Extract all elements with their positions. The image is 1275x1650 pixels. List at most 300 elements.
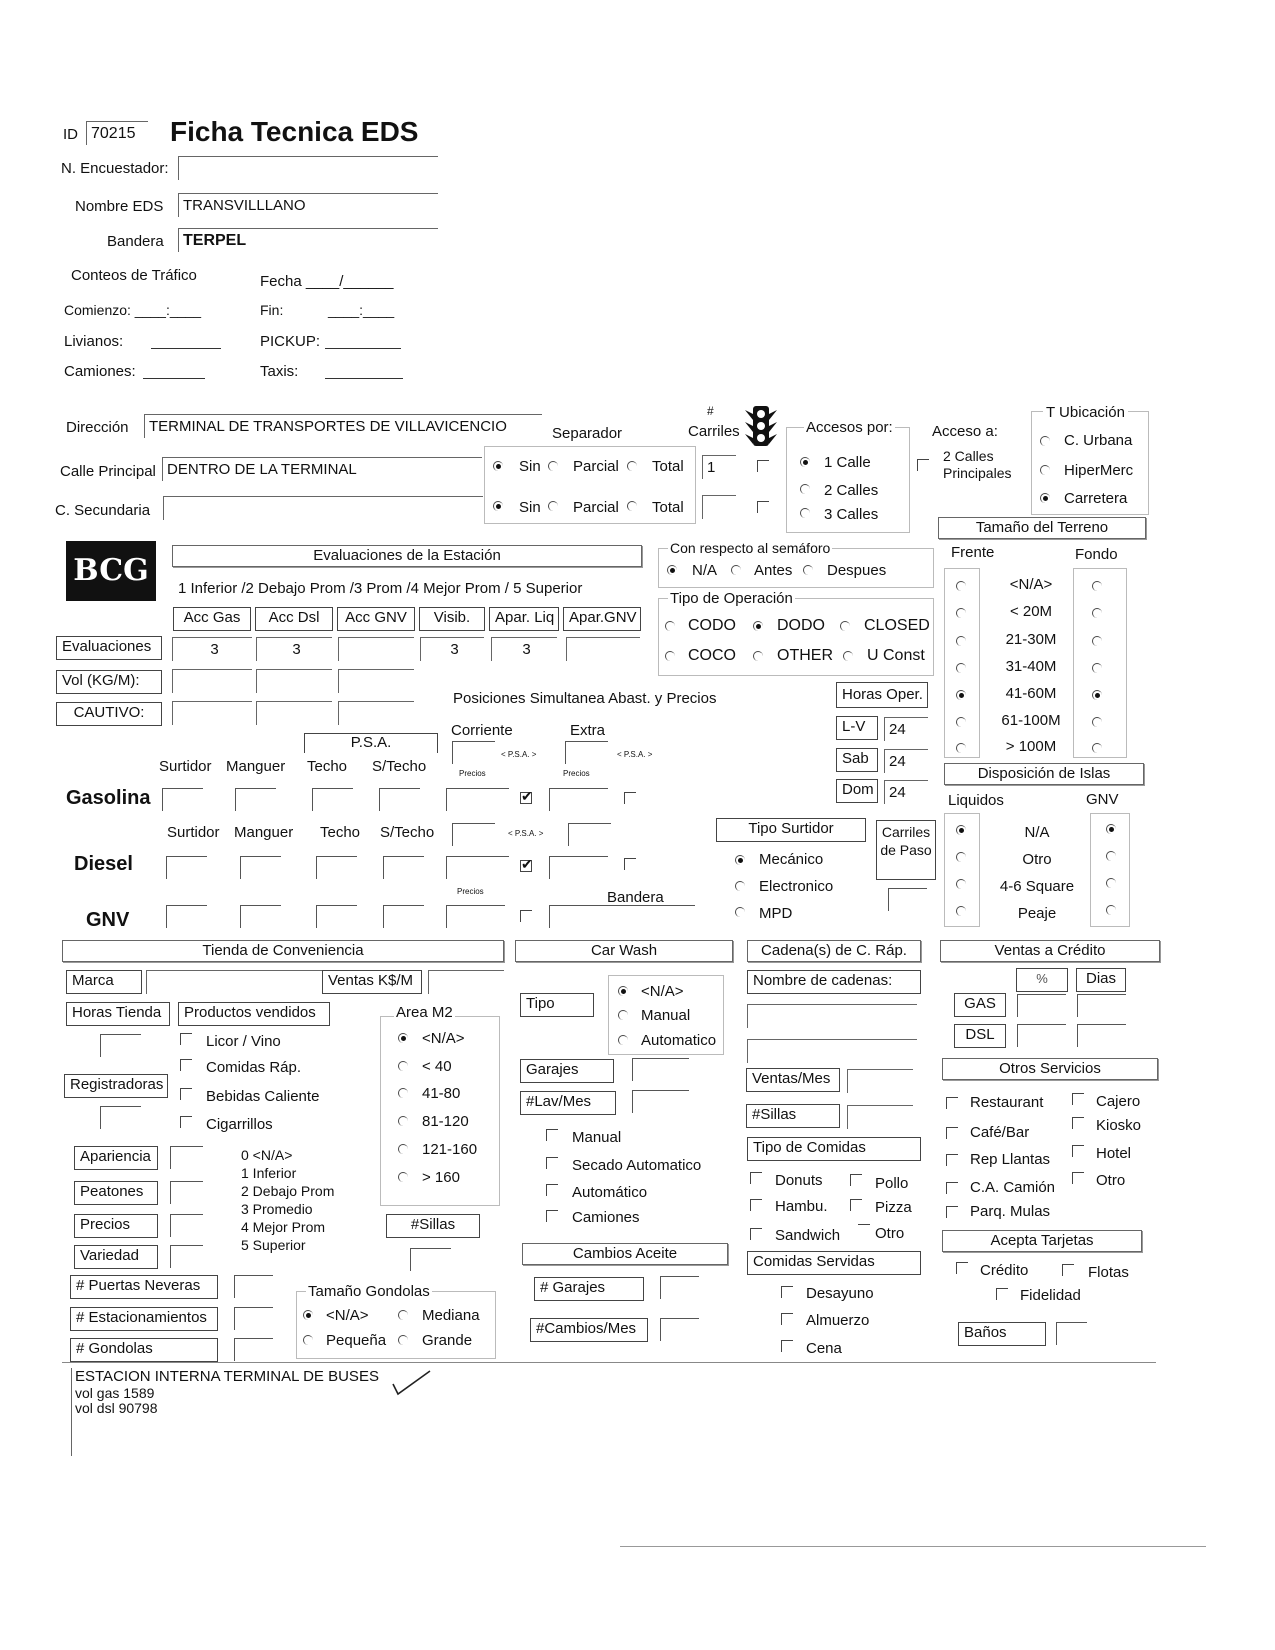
rating-field-1[interactable] (170, 1181, 203, 1204)
credito-gas-dias-field[interactable] (1077, 994, 1126, 1017)
producto-label-1: Comidas Ráp. (206, 1059, 302, 1076)
sep2-sin-radio[interactable] (493, 501, 503, 511)
area-label-3: 81-120 (422, 1113, 469, 1130)
carwash-garajes-field[interactable] (632, 1058, 689, 1081)
eval-row-cautivo: CAUTIVO: (56, 702, 162, 726)
area-radio-4[interactable] (398, 1144, 408, 1154)
credito-dsl-pct-field[interactable] (1017, 1024, 1066, 1047)
carriles-principal-field[interactable]: 1 (702, 455, 736, 479)
sep1-parcial-radio[interactable] (548, 461, 558, 471)
comida-hambu-check[interactable] (750, 1199, 762, 1211)
rating-field-0[interactable] (170, 1146, 203, 1169)
dsl-techo-field[interactable] (316, 856, 357, 879)
sep2-parcial-radio[interactable] (548, 501, 558, 511)
horas-tienda-label: Horas Tienda (66, 1002, 170, 1026)
op-other-radio[interactable] (753, 651, 763, 661)
gnv-surtidor-field[interactable] (166, 905, 207, 928)
aceite-garajes-label: # Garajes (534, 1277, 644, 1301)
islas-gnv-radio-1[interactable] (1106, 851, 1116, 861)
otro-left-check-2[interactable] (946, 1154, 958, 1166)
gas-extra-field[interactable] (549, 788, 608, 811)
carriles-paso-label: Carriles de Paso (876, 820, 936, 880)
area-radio-3[interactable] (398, 1116, 408, 1126)
cautivo-dsl-field[interactable] (256, 701, 332, 725)
terreno-frente-label: Frente (951, 544, 995, 561)
scale-label-4: 4 Mejor Prom (241, 1219, 326, 1235)
tarjeta-fidelidad-check[interactable] (996, 1288, 1008, 1300)
tienda-title: Tienda de Conveniencia (62, 940, 504, 962)
islas-gnv-label: GNV (1086, 791, 1119, 808)
direccion-field[interactable]: TERMINAL DE TRANSPORTES DE VILLAVICENCIO (144, 414, 542, 438)
dsl-surtidor-field[interactable] (166, 856, 207, 879)
pickup-label: PICKUP: (260, 333, 321, 350)
credito-dsl-label: DSL (954, 1024, 1006, 1048)
ubicacion-urbana-label: C. Urbana (1064, 432, 1133, 449)
gnv-techo-field[interactable] (316, 905, 357, 928)
gondolas-grande-radio[interactable] (398, 1335, 408, 1345)
gas-techo-field[interactable] (312, 788, 353, 811)
semaforo-na-radio[interactable] (667, 565, 677, 575)
notes-area[interactable] (71, 1368, 379, 1456)
horas-sab-label: Sab (836, 748, 878, 772)
tienda-sillas-field[interactable] (410, 1248, 451, 1271)
eval-col-acc-dsl: Acc Dsl (255, 607, 333, 631)
islas-gnv-radio-3[interactable] (1106, 905, 1116, 915)
cadenas-sillas-label: #Sillas (746, 1104, 840, 1128)
carwash-manual-label: Manual (641, 1007, 691, 1024)
dsl-corriente-field[interactable] (446, 856, 509, 879)
tienda-marca-field[interactable] (146, 970, 322, 994)
area-radio-5[interactable] (398, 1172, 408, 1182)
scale-label-1: 1 Inferior (241, 1165, 297, 1181)
area-radio-1[interactable] (398, 1061, 408, 1071)
carwash-auto-check[interactable] (546, 1184, 558, 1196)
scale-label-5: 5 Superior (241, 1237, 306, 1253)
fondo-radio-2[interactable] (1092, 636, 1102, 646)
eval-row-evaluaciones: Evaluaciones (56, 636, 162, 660)
livianos-line[interactable] (151, 348, 221, 349)
dsl-price-field[interactable] (452, 823, 495, 846)
tarjeta-flotas-label: Flotas (1088, 1264, 1129, 1281)
comida-otro-label: Otro (875, 1225, 905, 1242)
dsl-col-manguer: Manguer (234, 824, 294, 841)
eval-col-apar-liq: Apar. Liq (489, 607, 559, 631)
ubicacion-title: T Ubicación (1043, 404, 1128, 421)
producto-check-3[interactable] (180, 1116, 192, 1128)
otro-left-check-3[interactable] (946, 1182, 958, 1194)
comida-pollo-label: Pollo (875, 1175, 909, 1192)
fondo-radio-0[interactable] (1092, 581, 1102, 591)
aceite-cambios-field[interactable] (660, 1318, 699, 1341)
islas-liq-radio-0[interactable] (956, 825, 966, 835)
gnv-manguer-field[interactable] (240, 905, 281, 928)
producto-check-2[interactable] (180, 1088, 192, 1100)
rating-label-1: Peatones (74, 1181, 158, 1205)
gnv-psa-check[interactable] (520, 910, 532, 922)
dsl-corriente-psa-check[interactable] (520, 860, 532, 872)
accesos-3-label: 3 Calles (824, 506, 879, 523)
op-codo-radio[interactable] (665, 621, 675, 631)
sep1-sin-radio[interactable] (493, 461, 503, 471)
gondolas-pequena-radio[interactable] (303, 1335, 313, 1345)
dos-calles-check[interactable] (917, 459, 929, 471)
carwash-secado-check-label: Secado Automatico (572, 1157, 702, 1174)
gnv-stecho-field[interactable] (383, 905, 424, 928)
frente-radio-4[interactable] (956, 690, 966, 700)
encuestador-field[interactable] (178, 156, 438, 180)
gnv-price-field[interactable] (446, 905, 505, 928)
sep2-total-radio[interactable] (627, 501, 637, 511)
notes-line-2: vol gas 1589 (75, 1385, 155, 1401)
accesos-3-radio[interactable] (800, 508, 810, 518)
otro-right-check-3[interactable] (1072, 1172, 1084, 1184)
carwash-manual-check[interactable] (546, 1129, 558, 1141)
islas-liq-radio-1[interactable] (956, 852, 966, 862)
terreno-opt-label-5: 61-100M (1001, 712, 1061, 729)
evaluaciones-scale: 1 Inferior /2 Debajo Prom /3 Prom /4 Mejor Prom / 5 Superior (178, 580, 583, 597)
comida-donuts-check[interactable] (750, 1172, 762, 1184)
sep1-total-label: Total (652, 458, 684, 475)
surtidor-electronico-radio[interactable] (735, 881, 745, 891)
gas-col-stecho: S/Techo (372, 758, 427, 775)
extra-price-field[interactable] (565, 741, 608, 764)
eval-row-vol: Vol (KG/M): (56, 670, 162, 694)
islas-gnv-radio-0[interactable] (1106, 824, 1116, 834)
dos-calles-label: 2 Calles Principales (943, 448, 1012, 481)
carriles-paso-field[interactable] (888, 888, 927, 911)
cadenas-nombre-label: Nombre de cadenas: (747, 970, 921, 994)
registradoras-field[interactable] (100, 1106, 141, 1129)
rating-label-2: Precios (74, 1214, 158, 1238)
diesel-label: Diesel (74, 853, 133, 875)
dsl-extra-price-field[interactable] (568, 823, 611, 846)
cadenas-ventas-label: Ventas/Mes (746, 1068, 840, 1092)
gas-extra-psa-check[interactable] (624, 792, 636, 804)
producto-label-0: Licor / Vino (206, 1033, 281, 1050)
terreno-title: Tamaño del Terreno (938, 517, 1146, 539)
islas-gnv-radio-2[interactable] (1106, 878, 1116, 888)
carwash-tipo-label: Tipo (520, 993, 594, 1017)
carriles-secundaria-field[interactable] (702, 495, 736, 519)
op-coco-radio[interactable] (665, 651, 675, 661)
producto-check-0[interactable] (180, 1033, 192, 1045)
frente-radio-6[interactable] (956, 743, 966, 753)
bandera-field[interactable]: TERPEL (178, 228, 438, 252)
fondo-radio-6[interactable] (1092, 743, 1102, 753)
carriles-secundaria-check[interactable] (757, 501, 769, 513)
tarjeta-flotas-check[interactable] (1062, 1264, 1074, 1276)
comida-pizza-check[interactable] (850, 1199, 862, 1211)
carriles-principal-check[interactable] (757, 460, 769, 472)
rating-label-3: Variedad (74, 1245, 158, 1269)
camiones-line[interactable] (143, 378, 205, 379)
op-codo-label: CODO (688, 617, 736, 634)
producto-label-2: Bebidas Caliente (206, 1088, 320, 1105)
tarjeta-credito-label: Crédito (980, 1262, 1029, 1279)
aceite-garajes-field[interactable] (660, 1276, 699, 1299)
dsl-manguer-field[interactable] (240, 856, 281, 879)
traffic-light-icon (745, 406, 777, 446)
producto-label-3: Cigarrillos (206, 1116, 273, 1133)
gas-manguer-field[interactable] (235, 788, 276, 811)
count-field-2[interactable] (234, 1338, 273, 1361)
carwash-garajes-label: Garajes (520, 1059, 614, 1083)
frente-radio-3[interactable] (956, 663, 966, 673)
area-radio-2[interactable] (398, 1088, 408, 1098)
rating-field-3[interactable] (170, 1245, 203, 1268)
producto-check-1[interactable] (180, 1059, 192, 1071)
fondo-radio-4[interactable] (1092, 690, 1102, 700)
credito-pct-label: % (1016, 968, 1068, 992)
nombre-eds-field[interactable]: TRANSVILLLANO (178, 193, 438, 217)
sep1-parcial-label: Parcial (573, 458, 619, 475)
count-label-1: # Estacionamientos (70, 1307, 218, 1331)
gas-col-surtidor: Surtidor (159, 758, 212, 775)
count-field-1[interactable] (234, 1307, 273, 1330)
rating-field-2[interactable] (170, 1214, 203, 1237)
surtidor-mecanico-radio[interactable] (735, 855, 745, 865)
aceite-title: Cambios Aceite (522, 1243, 728, 1265)
carwash-automatico-radio[interactable] (618, 1035, 628, 1045)
semaforo-na-label: N/A (692, 562, 718, 579)
cadenas-nombre-field-1[interactable] (747, 1004, 917, 1028)
count-label-2: # Gondolas (70, 1338, 218, 1362)
islas-title: Disposición de Islas (944, 763, 1144, 785)
footer-line (620, 1546, 1206, 1547)
registradoras-label: Registradoras (64, 1074, 168, 1098)
semaforo-antes-radio[interactable] (731, 565, 741, 575)
frente-radio-0[interactable] (956, 581, 966, 591)
comida-donuts-label: Donuts (775, 1172, 823, 1189)
cadenas-nombre-field-2[interactable] (747, 1039, 917, 1063)
horas-dom-field[interactable]: 24 (884, 780, 928, 804)
banos-field[interactable] (1056, 1322, 1087, 1345)
tienda-sillas-label: #Sillas (386, 1214, 480, 1238)
tarjeta-credito-check[interactable] (956, 1262, 968, 1274)
otro-left-check-4[interactable] (946, 1206, 958, 1218)
gondolas-na-radio[interactable] (303, 1310, 313, 1320)
bcg-logo: BCG (66, 541, 156, 601)
carwash-na-label: <N/A> (641, 983, 684, 1000)
dsl-stecho-field[interactable] (383, 856, 424, 879)
op-uconst-radio[interactable] (843, 651, 853, 661)
otro-right-check-1[interactable] (1072, 1117, 1084, 1129)
eval-col-acc-gnv: Acc GNV (337, 607, 415, 631)
semaforo-antes-label: Antes (754, 562, 793, 579)
id-field[interactable]: 70215 (86, 121, 148, 145)
sep2-total-label: Total (652, 499, 684, 516)
credito-dias-label: Dias (1076, 968, 1126, 992)
frente-radio-5[interactable] (956, 717, 966, 727)
credito-gas-label: GAS (954, 993, 1006, 1017)
carwash-lav-label: #Lav/Mes (520, 1091, 616, 1115)
check-mark-icon (392, 1370, 432, 1396)
id-label: ID (63, 126, 78, 143)
eval-acc-dsl-field[interactable]: 3 (256, 637, 332, 661)
gas-corriente-field[interactable] (446, 788, 509, 811)
eval-apar-liq-field[interactable]: 3 (491, 637, 557, 661)
accesos-1-radio[interactable] (800, 457, 810, 467)
cautivo-gnv-field[interactable] (338, 701, 414, 725)
terreno-opt-label-0: <N/A> (1009, 576, 1053, 593)
eval-acc-gas-field[interactable]: 3 (172, 637, 252, 661)
fondo-radio-1[interactable] (1092, 608, 1102, 618)
area-label-5: > 160 (422, 1169, 460, 1186)
vol-gnv-field[interactable] (338, 669, 414, 693)
carwash-camiones-check[interactable] (546, 1210, 558, 1222)
credito-gas-pct-field[interactable] (1017, 994, 1066, 1017)
taxis-line[interactable] (325, 378, 403, 379)
credito-dsl-dias-field[interactable] (1077, 1024, 1126, 1047)
otro-left-label-2: Rep Llantas (970, 1151, 1051, 1168)
ubicacion-hipermerc-radio[interactable] (1040, 465, 1050, 475)
calle-principal-field[interactable]: DENTRO DE LA TERMINAL (162, 457, 482, 481)
psa-header: P.S.A. (304, 733, 438, 753)
semaforo-title: Con respecto al semáforo (670, 540, 831, 556)
calle-principal-label: Calle Principal (60, 463, 156, 480)
separador-label: Separador (552, 425, 623, 442)
fin-label: Fin: (260, 302, 284, 318)
comida-otro-check[interactable] (858, 1224, 870, 1236)
otro-right-check-0[interactable] (1072, 1093, 1084, 1105)
surtidor-mpd-radio[interactable] (735, 907, 745, 917)
vol-dsl-field[interactable] (256, 669, 332, 693)
area-radio-0[interactable] (398, 1033, 408, 1043)
corriente-price-field[interactable] (452, 741, 495, 764)
eval-visib-field[interactable]: 3 (420, 637, 484, 661)
accesos-1-label: 1 Calle (824, 454, 871, 471)
eval-apar-gnv-field[interactable] (566, 637, 640, 661)
trafico-title: Conteos de Tráfico (71, 267, 197, 284)
tipo-surtidor-title: Tipo Surtidor (716, 818, 866, 842)
carriles-hash: # (707, 404, 714, 418)
count-field-0[interactable] (234, 1275, 273, 1298)
islas-liq-radio-3[interactable] (956, 906, 966, 916)
servida-desayuno-check[interactable] (781, 1286, 793, 1298)
horas-lv-field[interactable]: 24 (884, 717, 928, 741)
gas-stecho-field[interactable] (379, 788, 420, 811)
dsl-extra-psa-check[interactable] (624, 858, 636, 870)
sep1-sin-label: Sin (519, 458, 541, 475)
gondolas-title: Tamaño Gondolas (308, 1283, 430, 1300)
islas-liq-radio-2[interactable] (956, 879, 966, 889)
otro-right-label-1: Kiosko (1096, 1117, 1142, 1134)
horas-tienda-field[interactable] (100, 1034, 141, 1057)
extra-label: Extra (570, 722, 606, 739)
surtidor-mpd-label: MPD (759, 905, 793, 922)
gondolas-mediana-label: Mediana (422, 1307, 480, 1324)
servida-desayuno-label: Desayuno (806, 1285, 874, 1302)
notes-line-1: ESTACION INTERNA TERMINAL DE BUSES (75, 1368, 379, 1385)
credito-title: Ventas a Crédito (940, 940, 1160, 962)
semaforo-despues-radio[interactable] (803, 565, 813, 575)
servida-almuerzo-check[interactable] (781, 1313, 793, 1325)
dsl-col-surtidor: Surtidor (167, 824, 220, 841)
terreno-opt-label-2: 21-30M (1005, 631, 1057, 648)
servida-almuerzo-label: Almuerzo (806, 1312, 870, 1329)
terreno-fondo-label: Fondo (1075, 546, 1118, 563)
page-title: Ficha Tecnica EDS (170, 116, 419, 147)
gnv-bandera-label: Bandera (607, 889, 664, 906)
extra-precios-tag: Precios (563, 769, 590, 778)
otro-right-label-3: Otro (1096, 1172, 1126, 1189)
sep1-total-radio[interactable] (627, 461, 637, 471)
dsl-precios-tag: Precios (457, 887, 484, 896)
cadenas-sillas-field[interactable] (847, 1105, 913, 1129)
frente-radio-2[interactable] (956, 636, 966, 646)
gnv-label: GNV (86, 909, 130, 931)
otro-right-label-0: Cajero (1096, 1093, 1141, 1110)
gnv-bandera-field[interactable] (549, 905, 695, 928)
servida-cena-check[interactable] (781, 1340, 793, 1352)
otro-left-label-4: Parq. Mulas (970, 1203, 1051, 1220)
ubicacion-carretera-radio[interactable] (1040, 493, 1050, 503)
cautivo-gas-field[interactable] (172, 701, 252, 725)
pickup-line[interactable] (325, 348, 401, 349)
vol-gas-field[interactable] (172, 669, 252, 693)
comida-sandwich-label: Sandwich (775, 1227, 841, 1244)
gondolas-grande-label: Grande (422, 1332, 473, 1349)
dsl-extra-field[interactable] (549, 856, 608, 879)
eval-col-visib: Visib. (419, 607, 485, 631)
op-dodo-radio[interactable] (753, 621, 763, 631)
op-closed-radio[interactable] (840, 621, 850, 631)
tarjeta-fidelidad-label: Fidelidad (1020, 1287, 1081, 1304)
comida-sandwich-check[interactable] (750, 1228, 762, 1240)
terreno-opt-label-1: < 20M (1009, 603, 1053, 620)
encuestador-label: N. Encuestador: (61, 160, 169, 177)
otro-right-label-2: Hotel (1096, 1145, 1132, 1162)
accesos-2-radio[interactable] (800, 484, 810, 494)
carwash-na-radio[interactable] (618, 986, 628, 996)
notes-line-3: vol dsl 90798 (75, 1400, 158, 1416)
banos-label: Baños (958, 1322, 1046, 1346)
islas-liquidos-label: Liquidos (948, 792, 1004, 809)
fin-blank: ____:____ (328, 302, 395, 318)
carwash-lav-field[interactable] (632, 1090, 689, 1113)
cadenas-tipo-label: Tipo de Comidas (747, 1137, 921, 1161)
tienda-ventas-field[interactable] (428, 970, 504, 994)
frente-radio-1[interactable] (956, 608, 966, 618)
fondo-radio-3[interactable] (1092, 663, 1102, 673)
eval-col-acc-gas: Acc Gas (173, 607, 251, 631)
ubicacion-urbana-radio[interactable] (1040, 436, 1050, 446)
gondolas-mediana-radio[interactable] (398, 1310, 408, 1320)
op-dodo-label: DODO (777, 617, 825, 634)
terreno-opt-label-3: 31-40M (1005, 658, 1057, 675)
comida-pollo-check[interactable] (850, 1174, 862, 1186)
fondo-radio-5[interactable] (1092, 717, 1102, 727)
gas-surtidor-field[interactable] (162, 788, 203, 811)
carriles-label: Carriles (688, 423, 740, 440)
cadenas-ventas-field[interactable] (847, 1069, 913, 1093)
eval-col-apar-gnv: Apar.GNV (563, 607, 641, 631)
otro-left-check-1[interactable] (946, 1127, 958, 1139)
carwash-manual-radio[interactable] (618, 1010, 628, 1020)
secundaria-field[interactable] (163, 496, 483, 520)
area-label-2: 41-80 (422, 1085, 461, 1102)
carwash-secado-check[interactable] (546, 1157, 558, 1169)
otro-left-check-0[interactable] (946, 1097, 958, 1109)
gas-corriente-psa-check[interactable] (520, 792, 532, 804)
otro-right-check-2[interactable] (1072, 1145, 1084, 1157)
comienzo-label: Comienzo: ____:____ (64, 302, 201, 318)
otros-title: Otros Servicios (942, 1058, 1158, 1080)
otro-left-label-0: Restaurant (970, 1094, 1044, 1111)
horas-sab-field[interactable]: 24 (884, 749, 928, 773)
eval-acc-gnv-field[interactable] (338, 637, 414, 661)
area-label-0: <N/A> (422, 1030, 465, 1047)
